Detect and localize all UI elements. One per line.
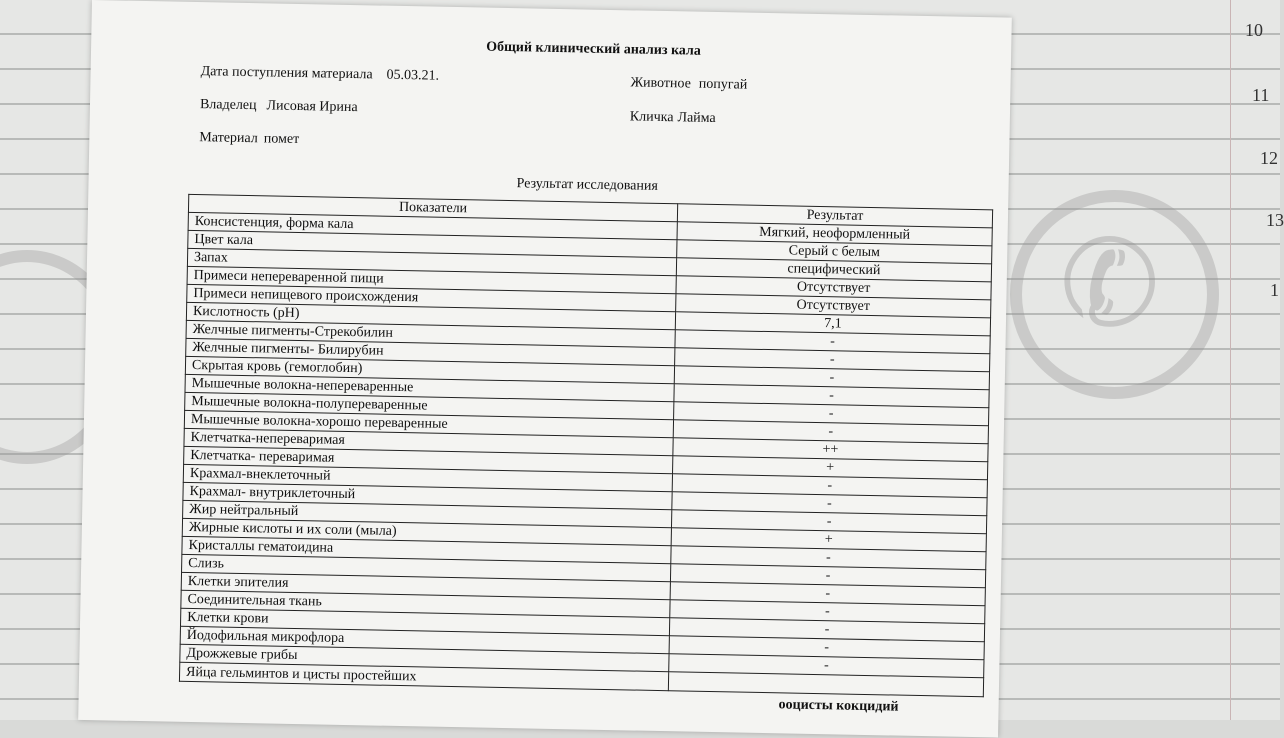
result-cell: -	[675, 348, 990, 372]
margin-number: 12	[1260, 148, 1278, 168]
result-cell: -	[670, 582, 985, 606]
param-cell: Желчные пигменты- Билирубин	[186, 338, 675, 365]
param-cell: Мышечные волокна-непереваренные	[185, 374, 674, 401]
param-cell: Консистенция, форма кала	[188, 212, 677, 239]
result-cell: -	[671, 546, 986, 570]
result-cell: -	[670, 600, 985, 624]
owner-value: Лисовая Ирина	[266, 98, 358, 116]
result-cell: -	[672, 474, 987, 498]
param-cell: Яйца гельминтов и цисты простейших	[179, 662, 668, 690]
analysis-sheet	[78, 0, 1012, 738]
param-cell: Желчные пигменты-Стрекобилин	[186, 320, 675, 347]
material-field	[199, 130, 299, 148]
param-cell: Мышечные волокна-полупереваренные	[185, 392, 674, 419]
material-label: Материал	[199, 130, 258, 147]
nickname-value: Лайма	[677, 110, 716, 126]
margin-number: 1	[1270, 280, 1279, 300]
result-cell: -	[670, 564, 985, 588]
helminth-result: ооцисты кокцидий	[778, 697, 899, 715]
param-cell: Клетки крови	[180, 608, 669, 635]
nickname-label: Кличка	[629, 109, 674, 126]
result-cell: -	[675, 330, 990, 354]
result-cell: -	[674, 366, 989, 390]
param-cell: Запах	[187, 248, 676, 275]
param-cell: Крахмал- внутриклеточный	[183, 482, 672, 509]
result-cell: Отсутствует	[676, 294, 991, 318]
result-cell: -	[669, 618, 984, 642]
param-cell: Цвет кала	[188, 230, 677, 257]
nickname-field	[630, 109, 716, 127]
result-cell: -	[674, 384, 989, 408]
animal-field	[630, 75, 747, 93]
param-cell: Йодофильная микрофлора	[180, 626, 669, 653]
param-cell: Жирные кислоты и их соли (мыла)	[182, 518, 671, 545]
param-cell: Дрожжевые грибы	[180, 644, 669, 671]
margin-number: 13	[1266, 210, 1284, 230]
param-cell: Жир нейтральный	[183, 500, 672, 527]
header-param: Показатели	[188, 194, 677, 221]
results-heading: Результат исследования	[516, 176, 658, 194]
result-cell: Отсутствует	[676, 276, 991, 300]
owner-label: Владелец	[199, 97, 257, 114]
notebook-margin-rule	[1230, 0, 1231, 720]
result-cell: -	[671, 510, 986, 534]
owner-field	[200, 97, 358, 116]
param-cell: Слизь	[182, 554, 671, 581]
param-cell: Мышечные волокна-хорошо переваренные	[184, 410, 673, 437]
animal-value: попугай	[698, 76, 748, 93]
header-result: Результат	[677, 204, 992, 228]
param-cell: Соединительная ткань	[181, 590, 670, 617]
param-cell: Клетчатка- переваримая	[184, 446, 673, 473]
result-cell: 7,1	[675, 312, 990, 336]
param-cell: Кислотность (pH)	[186, 302, 675, 329]
param-cell: Кристаллы гематоидина	[182, 536, 671, 563]
margin-number: 11	[1252, 85, 1270, 105]
result-cell: ++	[673, 438, 988, 462]
date-label: Дата поступления материала	[200, 64, 373, 83]
param-cell: Крахмал-внеклеточный	[183, 464, 672, 491]
margin-number: 10	[1245, 20, 1263, 40]
results-table	[179, 194, 993, 697]
result-cell: -	[669, 636, 984, 660]
param-cell: Скрытая кровь (гемоглобин)	[185, 356, 674, 383]
result-cell: специфический	[676, 258, 991, 282]
results-table-body	[179, 212, 992, 696]
param-cell: Клетки эпителия	[181, 572, 670, 599]
animal-label: Животное	[630, 75, 692, 92]
result-cell: +	[673, 456, 988, 480]
param-cell: Клетчатка-непереваримая	[184, 428, 673, 455]
result-cell: -	[672, 492, 987, 516]
material-value: помет	[263, 131, 300, 148]
result-cell: -	[673, 420, 988, 444]
result-cell: -	[669, 654, 984, 678]
result-cell: +	[671, 528, 986, 552]
result-cell: Мягкий, неоформленный	[677, 222, 992, 246]
date-value: 05.03.21.	[386, 67, 440, 84]
result-cell: Серый с белым	[677, 240, 992, 264]
param-cell: Примеси непищевого происхождения	[187, 284, 676, 311]
result-cell: -	[674, 402, 989, 426]
date-field	[200, 64, 439, 85]
phone-icon: ✆	[1048, 207, 1172, 362]
param-cell: Примеси непереваренной пищи	[187, 266, 676, 293]
document-title: Общий клинический анализ кала	[486, 39, 702, 59]
